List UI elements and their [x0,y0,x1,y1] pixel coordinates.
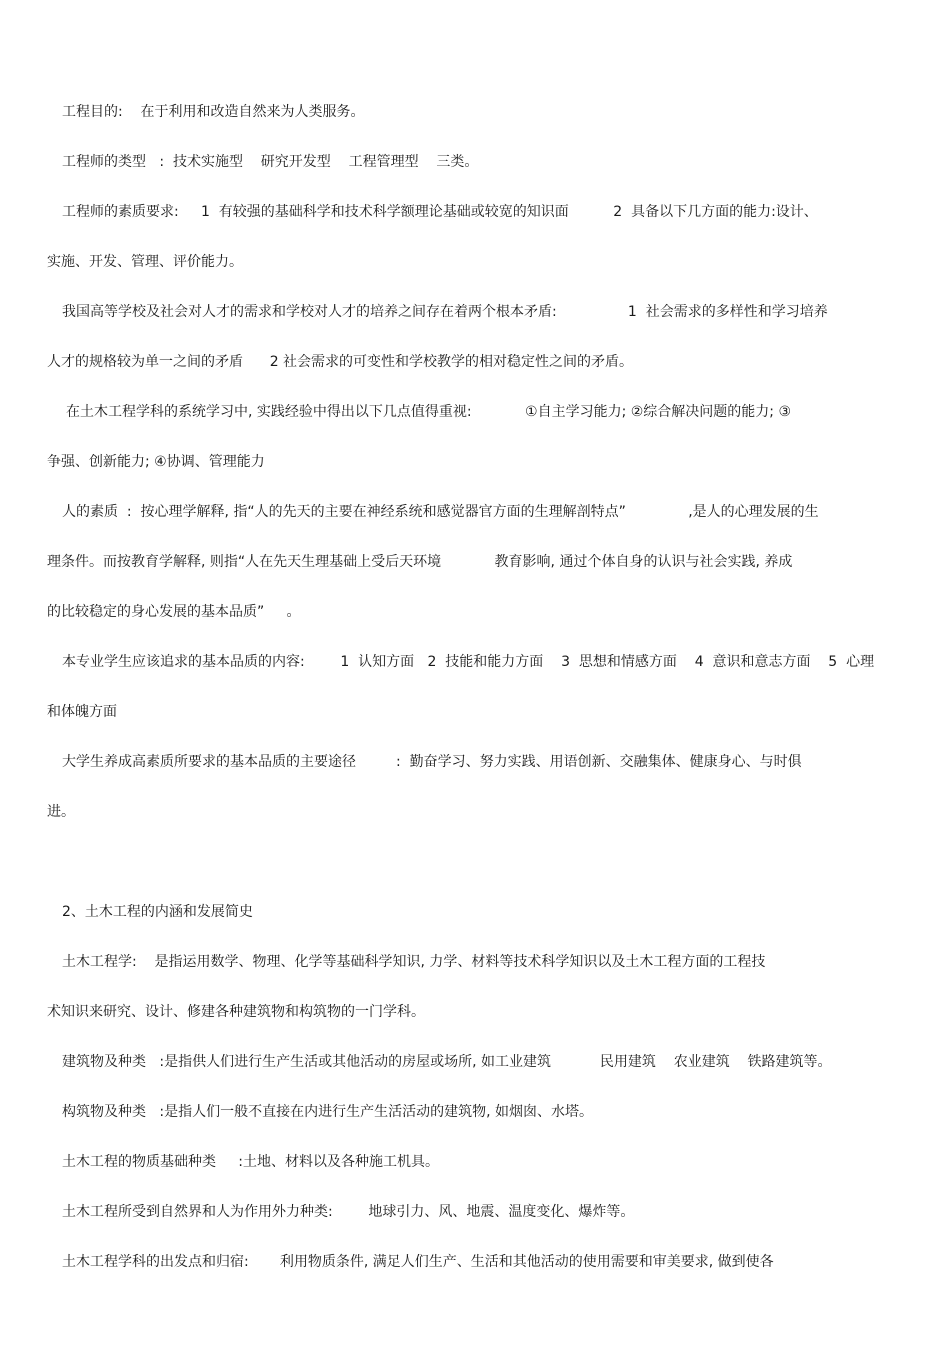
text-line: 本专业学生应该追求的基本品质的内容: 1 认知方面 2 技能和能力方面 3 思想和情感方面 4 意识和意志方面 5 心理 [62,654,875,670]
text-line: 理条件。而按教育学解释, 则指“人在先天生理基础上受后天环境 教育影响, 通过个体自身的认识与社会实践, 养成 [47,554,793,570]
text-line: 工程目的: 在于利用和改造自然来为人类服务。 [62,104,365,120]
text-line: 土木工程的物质基础种类 :土地、材料以及各种施工机具。 [62,1154,439,1170]
text-line: 人的素质 : 按心理学解释, 指“人的先天的主要在神经系统和感觉器官方面的生理解剖特点” ,是人的心理发展的生 [62,504,819,520]
text-line: 建筑物及种类 :是指供人们进行生产生活或其他活动的房屋或场所, 如工业建筑 民用建筑 农业建筑 铁路建筑等。 [62,1054,832,1070]
text-line: 实施、开发、管理、评价能力。 [47,254,243,270]
text-line: 土木工程所受到自然界和人为作用外力种类: 地球引力、风、地震、温度变化、爆炸等。 [62,1204,635,1220]
text-line: 土木工程学科的出发点和归宿: 利用物质条件, 满足人们生产、生活和其他活动的使用需要和审美要求, 做到使各 [62,1254,774,1270]
text-line: 我国高等学校及社会对人才的需求和学校对人才的培养之间存在着两个根本矛盾: 1 社会需求的多样性和学习培养 [62,304,828,320]
text-line: 进。 [47,804,75,820]
text-line: 争强、创新能力; ④协调、管理能力 [47,454,265,470]
text-line: 构筑物及种类 :是指人们一般不直接在内进行生产生活活动的建筑物, 如烟囱、水塔。 [62,1104,593,1120]
text-line: 土木工程学: 是指运用数学、物理、化学等基础科学知识, 力学、材料等技术科学知识以及土木工程方面的工程技 [62,954,766,970]
text-line: 在土木工程学科的系统学习中, 实践经验中得出以下几点值得重视: ①自主学习能力; ②综合解决问题的能力; ③ [66,404,792,420]
section-heading: 2、土木工程的内涵和发展简史 [62,904,253,920]
text-line: 工程师的素质要求: 1 有较强的基础科学和技术科学额理论基础或较宽的知识面 2 具备以下几方面的能力:设计、 [62,204,818,220]
text-line: 和体魄方面 [47,704,117,720]
text-line: 人才的规格较为单一之间的矛盾 2 社会需求的可变性和学校教学的相对稳定性之间的矛盾。 [47,354,634,370]
text-line: 术知识来研究、设计、修建各种建筑物和构筑物的一门学科。 [47,1004,425,1020]
text-line: 的比较稳定的身心发展的基本品质” 。 [47,604,301,620]
text-line: 大学生养成高素质所要求的基本品质的主要途径 : 勤奋学习、努力实践、用语创新、交融集体、健康身心、与时俱 [62,754,802,770]
text-line: 工程师的类型 : 技术实施型 研究开发型 工程管理型 三类。 [62,154,479,170]
